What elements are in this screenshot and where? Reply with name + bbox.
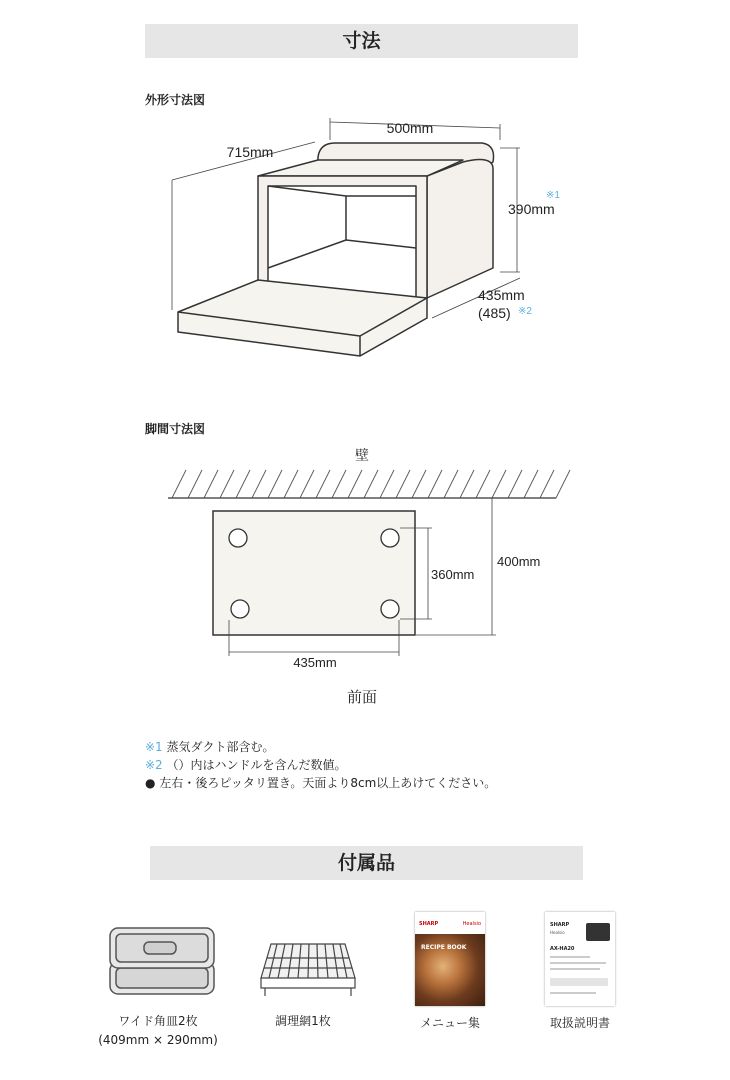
accessories-header: 付属品 [150, 846, 583, 880]
wall-hatch-line [412, 470, 426, 498]
wall-hatch-line [284, 470, 298, 498]
leg-dimensions-title: 脚間寸法図 [145, 422, 206, 436]
menu-book-icon: SHARP Healsio RECIPE BOOK [415, 912, 485, 1006]
wall-hatch-line [252, 470, 266, 498]
wall-hatch-line [332, 470, 346, 498]
wall-hatch-line [476, 470, 490, 498]
tray-icon [98, 918, 218, 1006]
accessory-menu-book [400, 912, 500, 1033]
accessory-sub-label: (409mm × 290mm) [98, 1033, 218, 1047]
accessory-label: 調理網1枚 [275, 1014, 331, 1028]
leg-width-label: 435mm [293, 655, 337, 670]
wall-hatch-line [460, 470, 474, 498]
wall-hatch-line [508, 470, 522, 498]
note-item: ● 左右・後ろピッタリ置き。天面より8cm以上あけてください。 [145, 776, 497, 790]
leg-foot [381, 600, 399, 618]
inner-depth-label: 360mm [431, 567, 475, 582]
wall-hatch-line [556, 470, 570, 498]
wall-hatch-line [540, 470, 554, 498]
wall-hatch-line [172, 470, 186, 498]
leg-foot [229, 529, 247, 547]
outer-depth-label: 715mm [226, 144, 274, 160]
rack-icon [243, 918, 363, 1006]
leg-foot [231, 600, 249, 618]
outer-height-note: ※1 [546, 190, 560, 201]
leg-dimensions-diagram [0, 440, 730, 720]
wall-hatch-line [204, 470, 218, 498]
wall-hatch-line [220, 470, 234, 498]
door-depth-label: 435mm [478, 287, 525, 303]
note-item: ※1 蒸気ダクト部含む。 [145, 740, 275, 754]
wall-hatch-line [524, 470, 538, 498]
outer-dimensions-diagram [0, 100, 730, 420]
wall-hatch-line [300, 470, 314, 498]
accessory-wide-tray [88, 918, 228, 1050]
dimensions-header: 寸法 [145, 24, 578, 58]
outer-height-label: 390mm [508, 201, 555, 217]
accessory-manual [530, 912, 630, 1033]
wall-hatch-line [316, 470, 330, 498]
wall-hatch-line [428, 470, 442, 498]
manual-icon: SHARP Healsio AX-HA20 [545, 912, 615, 1006]
wall-hatch-line [364, 470, 378, 498]
wall-hatch-line [380, 470, 394, 498]
wall-label: 壁 [355, 447, 369, 463]
dimension-notes [145, 738, 496, 792]
wall-hatch-line [188, 470, 202, 498]
wall-hatch-line [268, 470, 282, 498]
front-label: 前面 [346, 689, 378, 706]
wall-hatch-line [348, 470, 362, 498]
outer-width-label: 500mm [386, 120, 434, 136]
wall-hatch-line [492, 470, 506, 498]
accessory-rack [238, 918, 368, 1031]
outer-dimensions-title: 外形寸法図 [145, 93, 206, 107]
door-handle-note: ※2 [518, 306, 532, 317]
accessory-label: メニュー集 [419, 1016, 480, 1030]
door-handle-label: (485) [478, 305, 511, 321]
accessory-label: ワイド角皿2枚 [118, 1014, 198, 1028]
leg-foot [381, 529, 399, 547]
outer-depth-label-2: 400mm [497, 554, 541, 569]
wall-hatch-line [396, 470, 410, 498]
note-item: ※2 （）内はハンドルを含んだ数値。 [145, 758, 347, 772]
wall-hatch-line [444, 470, 458, 498]
accessory-label: 取扱説明書 [549, 1016, 610, 1030]
wall-hatch-line [236, 470, 250, 498]
